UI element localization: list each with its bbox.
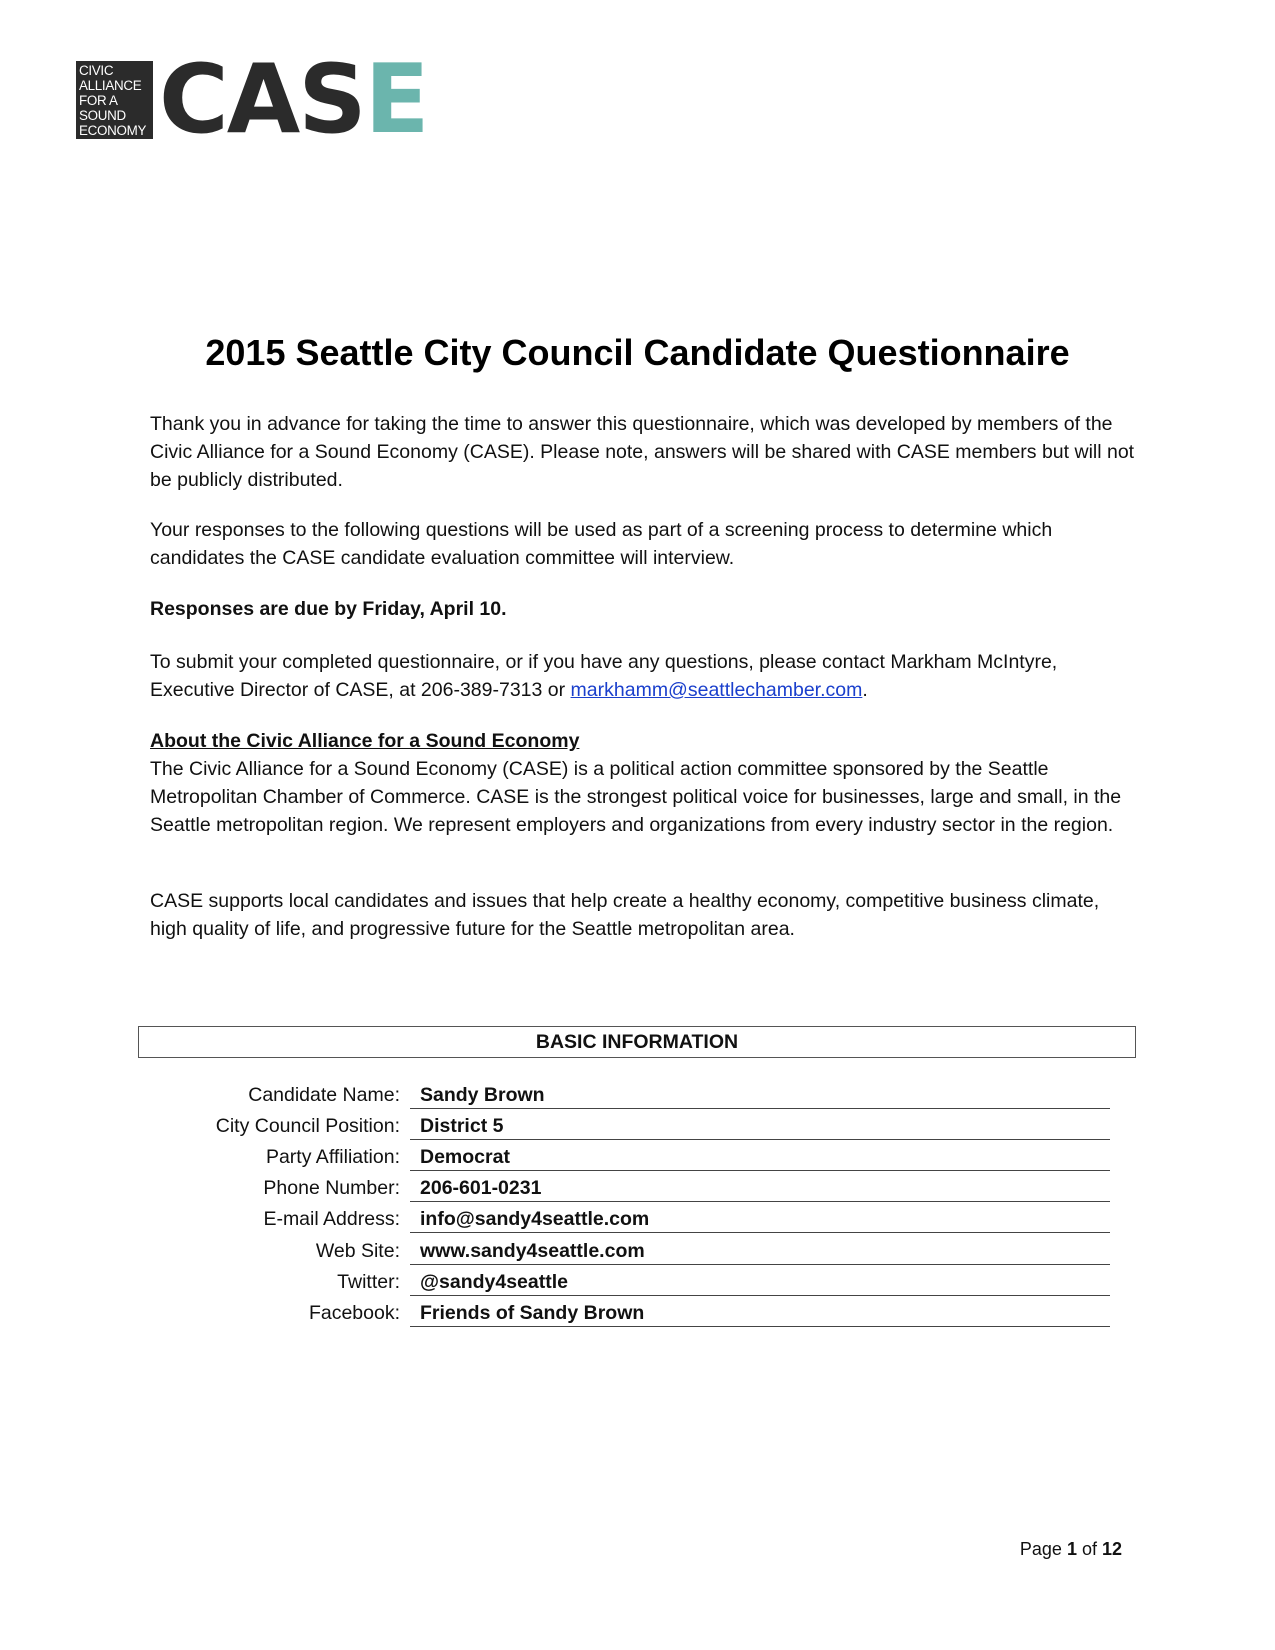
info-label: Twitter: [337, 1271, 400, 1293]
logo-badge-line: FOR A [79, 93, 118, 108]
website-field[interactable]: www.sandy4seattle.com [410, 1236, 1110, 1265]
page-title: 2015 Seattle City Council Candidate Questionnaire [205, 332, 1070, 373]
twitter-field[interactable]: @sandy4seattle [410, 1267, 1110, 1296]
info-row-candidate-name [0, 1080, 1275, 1111]
info-label: Phone Number: [263, 1177, 400, 1199]
logo-badge-line: CIVIC [79, 63, 114, 78]
due-date-notice: Responses are due by Friday, April 10. [150, 598, 507, 620]
logo-word-accent: E [364, 45, 428, 155]
info-row-party [0, 1142, 1275, 1173]
email-field[interactable]: info@sandy4seattle.com [410, 1204, 1110, 1233]
contact-end: . [862, 679, 868, 701]
page-current: 1 [1066, 1539, 1077, 1559]
contact-email-link[interactable]: markhamm@seattlechamber.com [570, 679, 863, 701]
info-label: Facebook: [308, 1302, 400, 1324]
logo-badge [76, 61, 153, 139]
logo-badge-line: ALLIANCE [79, 78, 142, 93]
logo-word-main: CAS [159, 45, 365, 155]
logo-badge-line: SOUND [79, 108, 126, 123]
info-row-position [0, 1111, 1275, 1142]
info-row-website [0, 1236, 1275, 1267]
position-field[interactable]: District 5 [410, 1111, 1110, 1140]
info-row-twitter [0, 1267, 1275, 1298]
basic-information-header: BASIC INFORMATION [138, 1026, 1136, 1058]
intro-paragraph: Thank you in advance for taking the time to answer this questionnaire, which was developed by members of the Civic Alliance for a Sound Economy (CASE). Please note, answers will be shared with CASE members but will not be publicly distributed. [150, 413, 1135, 491]
info-row-facebook [0, 1298, 1275, 1329]
screening-paragraph: Your responses to the following questions will be used as part of a screening process to determine which candidates the CASE candidate evaluation committee will interview. [150, 519, 1053, 569]
info-label: Web Site: [315, 1240, 400, 1262]
logo-wordmark [159, 45, 428, 155]
page-total: 12 [1101, 1539, 1122, 1559]
info-label: City Council Position: [215, 1115, 400, 1137]
phone-field[interactable]: 206-601-0231 [410, 1173, 1110, 1202]
party-field[interactable]: Democrat [410, 1142, 1110, 1171]
info-label: Party Affiliation: [265, 1146, 400, 1168]
contact-text: To submit your completed questionnaire, or if you have any questions, please contact Markham McIntyre, Executive Director of CASE, at 206-389-7313 or [150, 651, 1058, 701]
info-row-phone [0, 1173, 1275, 1204]
info-label: Candidate Name: [248, 1084, 400, 1106]
about-heading: About the Civic Alliance for a Sound Economy [150, 730, 580, 752]
page-number [1010, 1539, 1122, 1560]
info-row-email [0, 1204, 1275, 1235]
facebook-field[interactable]: Friends of Sandy Brown [410, 1298, 1110, 1327]
about-paragraph: The Civic Alliance for a Sound Economy (CASE) is a political action committee sponsored by the Seattle Metropolitan Chamber of Commerce. CASE is the strongest political voice for businesses, large and small, in the Seattle metropolitan region. We represent employers and organizations from every industry sector in the region. [150, 758, 1122, 836]
candidate-name-field[interactable]: Sandy Brown [410, 1080, 1110, 1109]
case-logo [76, 45, 428, 155]
info-label: E-mail Address: [263, 1208, 400, 1230]
page-prefix: Page [1019, 1539, 1067, 1559]
contact-paragraph [150, 648, 1140, 704]
supports-paragraph: CASE supports local candidates and issues that help create a healthy economy, competitive business climate, high quality of life, and progressive future for the Seattle metropolitan area. [150, 890, 1100, 940]
logo-badge-line: ECONOMY [79, 123, 147, 138]
page-of: of [1076, 1539, 1102, 1559]
